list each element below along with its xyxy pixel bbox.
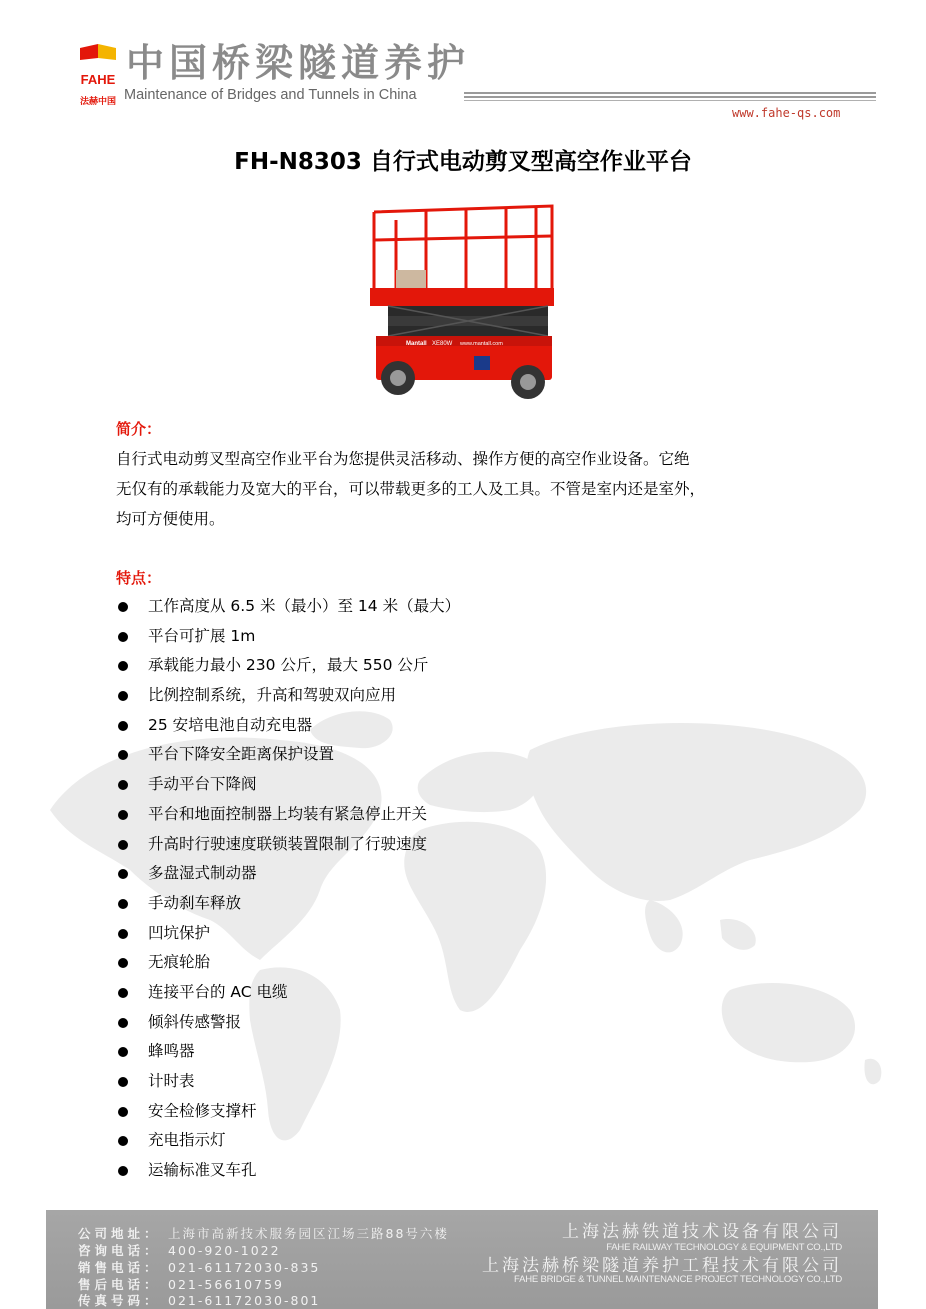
header-rule [464,92,876,102]
footer-fax: 传真号码： 021-61172030-801 [78,1293,321,1308]
list-item: 倾斜传感警报 [116,1008,816,1038]
list-item: 充电指示灯 [116,1126,816,1156]
list-item: 工作高度从 6.5 米（最小）至 14 米（最大） [116,592,816,622]
list-item: 手动刹车释放 [116,889,816,919]
footer-service-phone: 售后电话： 021-56610759 [78,1277,284,1292]
brand-subtitle: Maintenance of Bridges and Tunnels in China [124,87,417,103]
list-item: 比例控制系统，升高和驾驶双向应用 [116,681,816,711]
bullet-icon [118,750,128,760]
company2-name-en: FAHE BRIDGE & TUNNEL MAINTENANCE PROJECT TECHNOLOGY CO.,LTD [514,1274,842,1285]
list-item: 凹坑保护 [116,919,816,949]
list-item: 承载能力最小 230 公斤，最大 550 公斤 [116,651,816,681]
list-item: 计时表 [116,1067,816,1097]
footer-consult-phone: 咨询电话： 400-920-1022 [78,1243,281,1258]
bullet-icon [118,661,128,671]
chassis-sticker [474,356,490,370]
bullet-icon [118,810,128,820]
scissor-lift-product-image [366,200,558,405]
company1-name-en: FAHE RAILWAY TECHNOLOGY & EQUIPMENT CO.,LTD [606,1242,842,1253]
bullet-icon [118,899,128,909]
features-list [116,592,816,1186]
list-item: 连接平台的 AC 电缆 [116,978,816,1008]
bullet-icon [118,988,128,998]
url-label: www.mantall.com [460,341,503,347]
list-item: 蜂鸣器 [116,1037,816,1067]
list-item: 运输标准叉车孔 [116,1156,816,1186]
list-item: 安全检修支撑杆 [116,1097,816,1127]
document-title: FH-N8303 自行式电动剪叉型高空作业平台 [234,149,692,175]
intro-heading: 简介： [116,420,162,438]
footer-sales-phone: 销售电话： 021-61172030-835 [78,1260,321,1275]
footer-bar [46,1210,878,1309]
bullet-icon [118,632,128,642]
bullet-icon [118,1018,128,1028]
bullet-icon [118,958,128,968]
bullet-icon [118,1166,128,1176]
list-item: 平台下降安全距离保护设置 [116,740,816,770]
platform-deck [370,288,554,306]
logo-caption: 法赫中国 [79,97,117,106]
intro-line: 自行式电动剪叉型高空作业平台为您提供灵活移动、操作方便的高空作业设备。它绝 [116,450,690,468]
company1-name-cn: 上海法赫铁道技术设备有限公司 [562,1222,842,1242]
bullet-icon [118,1107,128,1117]
bullet-icon [118,869,128,879]
website-link[interactable]: www.fahe-qs.com [732,106,841,120]
intro-line: 无仅有的承载能力及宽大的平台，可以带载更多的工人及工具。不管是室内还是室外， [116,480,706,498]
logo-text: FAHE [80,72,116,87]
list-item: 无痕轮胎 [116,948,816,978]
list-item: 升高时行驶速度联锁装置限制了行驶速度 [116,830,816,860]
list-item: 手动平台下降阀 [116,770,816,800]
list-item: 25 安培电池自动充电器 [116,711,816,741]
fahe-logo [78,44,118,106]
list-item: 多盘湿式制动器 [116,859,816,889]
footer-address: 公司地址： 上海市高新技术服务园区江场三路88号六楼 [78,1226,449,1241]
intro-paragraph [116,444,816,534]
bullet-icon [118,1047,128,1057]
company2-name-cn: 上海法赫桥梁隧道养护工程技术有限公司 [482,1256,842,1276]
list-item: 平台可扩展 1m [116,622,816,652]
scissor-stack [388,306,548,336]
brand-label: Mantall [406,341,427,347]
bullet-icon [118,1136,128,1146]
bullet-icon [118,840,128,850]
bullet-icon [118,780,128,790]
bullet-icon [118,1077,128,1087]
bullet-icon [118,929,128,939]
intro-line: 均可方便使用。 [116,510,225,528]
bullet-icon [118,691,128,701]
platform-cargo [396,270,426,290]
list-item: 平台和地面控制器上均装有紧急停止开关 [116,800,816,830]
model-label: XE80W [432,341,453,347]
bullet-icon [118,602,128,612]
features-heading: 特点： [116,569,162,587]
brand-title: 中国桥梁隧道养护 [126,41,471,85]
bullet-icon [118,721,128,731]
